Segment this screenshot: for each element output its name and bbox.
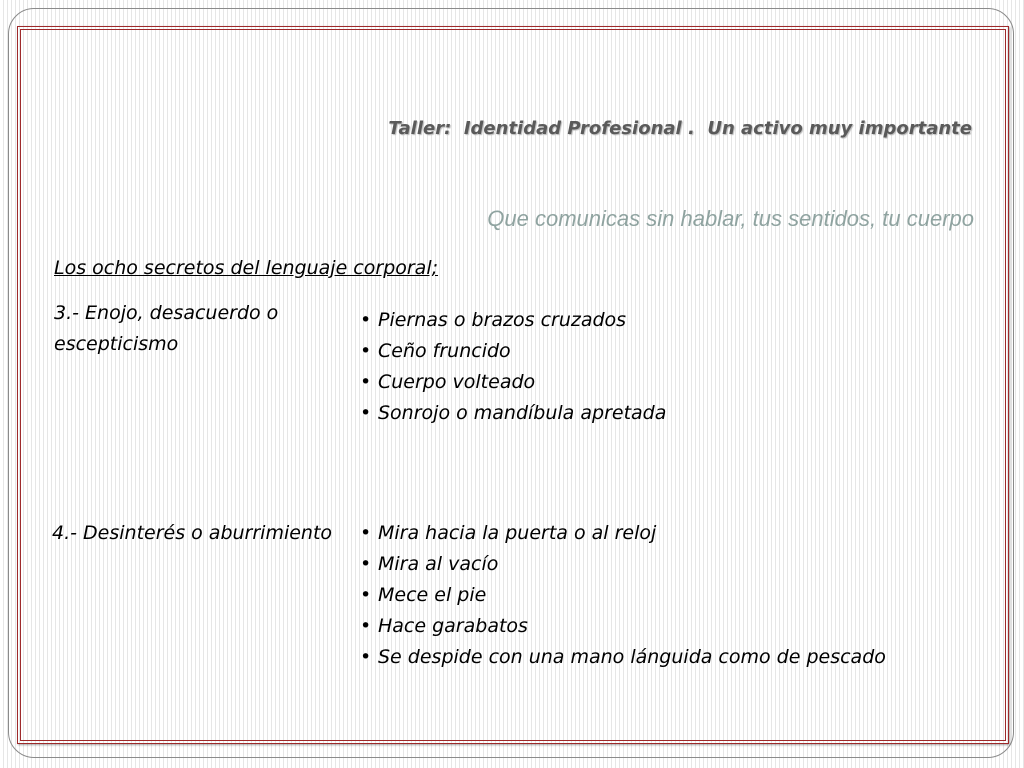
list-item-text: Mira al vacío <box>378 553 499 575</box>
list-item <box>360 336 666 367</box>
bullet-icon: • <box>360 553 372 575</box>
list-item <box>360 549 886 580</box>
bullet-icon: • <box>360 584 372 606</box>
list-item <box>360 518 886 549</box>
list-item <box>360 398 666 429</box>
list-item <box>360 642 886 673</box>
bullet-icon: • <box>360 615 372 637</box>
slide-title: Taller: Identidad Profesional . Un activo muy importante <box>388 118 972 139</box>
category-disinterest: 4.- Desinterés o aburrimiento <box>52 522 333 544</box>
list-item-text: Piernas o brazos cruzados <box>378 309 627 331</box>
bullet-icon: • <box>360 646 372 668</box>
list-item-text: Cuerpo volteado <box>378 371 536 393</box>
bullet-icon: • <box>360 522 372 544</box>
list-item <box>360 580 886 611</box>
bullet-icon: • <box>360 371 372 393</box>
list-item-text: Mece el pie <box>378 584 487 606</box>
list-item <box>360 305 666 336</box>
disinterest-signs-list <box>360 518 886 673</box>
anger-signs-list <box>360 305 666 429</box>
list-item <box>360 611 886 642</box>
list-item-text: Se despide con una mano lánguida como de pescado <box>378 646 886 668</box>
bullet-icon: • <box>360 402 372 424</box>
slide-subtitle: Que comunicas sin hablar, tus sentidos, tu cuerpo <box>487 206 974 231</box>
category-anger: 3.- Enojo, desacuerdo o escepticismo <box>54 302 279 355</box>
bullet-icon: • <box>360 309 372 331</box>
bullet-icon: • <box>360 340 372 362</box>
list-item-text: Ceño fruncido <box>378 340 511 362</box>
list-item <box>360 367 666 398</box>
section-heading: Los ocho secretos del lenguaje corporal; <box>54 257 439 279</box>
list-item-text: Sonrojo o mandíbula apretada <box>378 402 667 424</box>
list-item-text: Mira hacia la puerta o al reloj <box>378 522 657 544</box>
list-item-text: Hace garabatos <box>378 615 528 637</box>
